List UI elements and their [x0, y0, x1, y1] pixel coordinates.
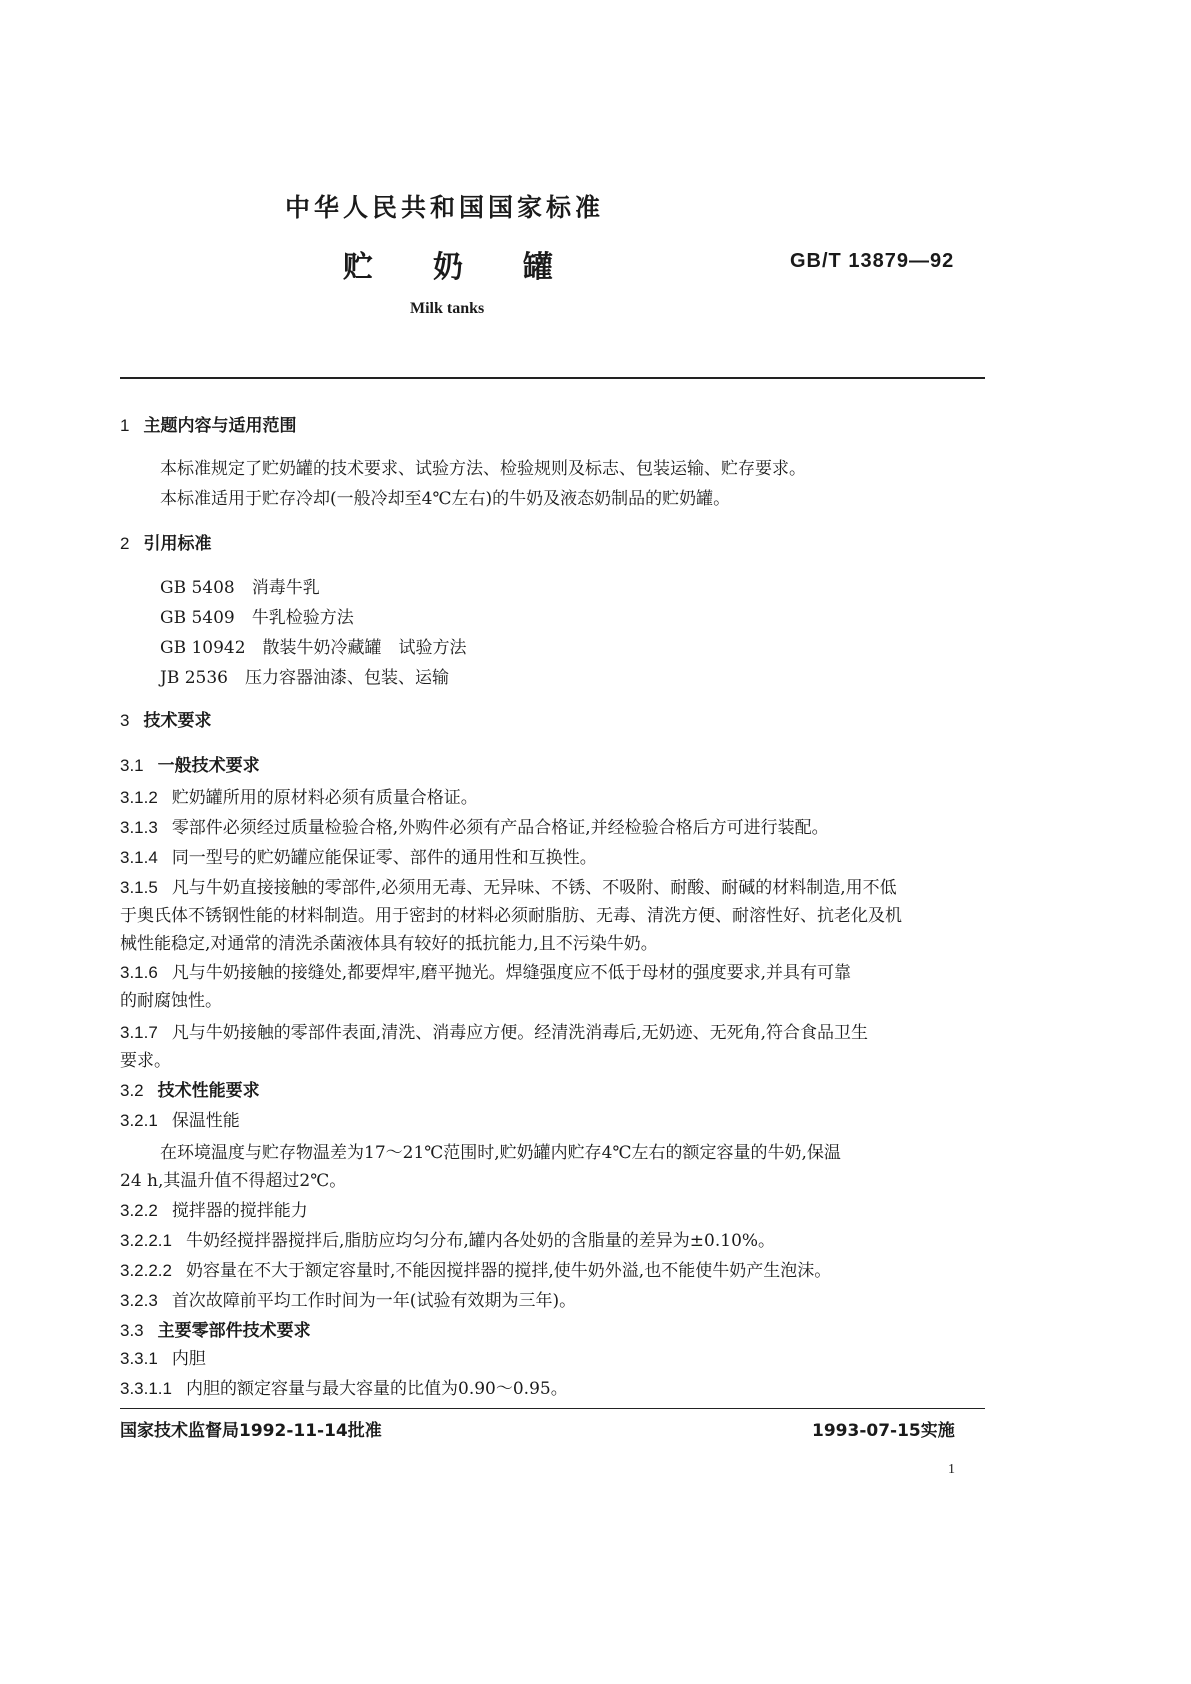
clause-number: 2	[120, 534, 130, 553]
standard-code	[790, 250, 954, 273]
clause-text: GB 10942 散装牛奶冷藏罐 试验方法	[160, 638, 467, 658]
section-heading	[120, 1080, 260, 1102]
clause-text: 本标准适用于贮存冷却(一般冷却至4℃左右)的牛奶及液态奶制品的贮奶罐。	[160, 489, 731, 509]
clause-number: 3.1.5	[120, 878, 158, 897]
clause-text: 主题内容与适用范围	[143, 416, 297, 436]
section-heading	[120, 415, 296, 437]
text-line	[120, 1200, 308, 1222]
clause-text: 贮奶罐所用的原材料必须有质量合格证。	[171, 788, 478, 808]
text-line	[160, 607, 354, 629]
document-title: 贮 奶 罐	[343, 250, 553, 285]
section-heading	[120, 533, 211, 555]
text-line	[120, 787, 478, 809]
clause-text: 主要零部件技术要求	[157, 1321, 311, 1341]
clause-text: GB 5409 牛乳检验方法	[160, 608, 354, 628]
clause-text: 首次故障前平均工作时间为一年(试验有效期为三年)。	[171, 1291, 577, 1311]
text-line	[120, 1050, 171, 1072]
approval-text: 国家技术监督局1992-11-14批准	[120, 1421, 382, 1441]
clause-text: 技术性能要求	[157, 1081, 260, 1101]
clause-number: 3.3	[120, 1321, 144, 1340]
clause-number: 3.2.2.2	[120, 1261, 172, 1280]
text-line	[120, 933, 658, 955]
clause-number: 3.1.3	[120, 818, 158, 837]
clause-number: 3.2	[120, 1081, 144, 1100]
clause-text: 零部件必须经过质量检验合格,外购件必须有产品合格证,并经检验合格后方可进行装配。	[171, 818, 829, 838]
clause-text: 牛奶经搅拌器搅拌后,脂肪应均匀分布,罐内各处奶的含脂量的差异为±0.10%。	[186, 1231, 776, 1251]
header-divider	[120, 377, 985, 379]
clause-text: 保温性能	[171, 1111, 240, 1131]
clause-text: 凡与牛奶接触的接缝处,都要焊牢,磨平抛光。焊缝强度应不低于母材的强度要求,并具有可靠	[171, 963, 852, 983]
clause-text: 引用标准	[143, 534, 212, 554]
text-line	[120, 905, 902, 927]
clause-number: 1	[120, 416, 130, 435]
text-line	[160, 488, 730, 510]
clause-number: 3.2.1	[120, 1111, 158, 1130]
clause-number: 3.1	[120, 756, 144, 775]
text-line	[160, 577, 320, 599]
clause-text: 24 h,其温升值不得超过2℃。	[120, 1171, 347, 1191]
english-title: Milk tanks	[410, 300, 485, 317]
clause-text: 械性能稳定,对通常的清洗杀菌液体具有较好的抵抗能力,且不污染牛奶。	[120, 934, 658, 954]
clause-number: 3.2.2	[120, 1201, 158, 1220]
clause-text: 技术要求	[143, 711, 212, 731]
text-line	[120, 1110, 240, 1132]
clause-text: 的耐腐蚀性。	[120, 991, 222, 1011]
clause-text: 搅拌器的搅拌能力	[171, 1201, 308, 1221]
clause-text: 一般技术要求	[157, 756, 260, 776]
text-line	[120, 1348, 206, 1370]
clause-number: 3.3.1.1	[120, 1379, 172, 1398]
clause-text: 奶容量在不大于额定容量时,不能因搅拌器的搅拌,使牛奶外溢,也不能使牛奶产生泡沫。	[186, 1261, 832, 1281]
text-line	[160, 667, 449, 689]
footer-divider	[120, 1408, 985, 1409]
clause-text: 要求。	[120, 1051, 171, 1071]
clause-number: 3.1.2	[120, 788, 158, 807]
clause-text: 在环境温度与贮存物温差为17～21℃范围时,贮奶罐内贮存4℃左右的额定容量的牛奶,保温	[160, 1143, 841, 1163]
text-line	[120, 1170, 346, 1192]
clause-number: 3.3.1	[120, 1349, 158, 1368]
text-line	[160, 458, 806, 480]
text-line	[160, 1142, 841, 1164]
text-line	[120, 1022, 868, 1044]
page-number: 1	[948, 1462, 955, 1477]
national-standard-heading: 中华人民共和国国家标准	[285, 193, 605, 222]
clause-text: 内胆	[171, 1349, 206, 1369]
text-line	[120, 962, 851, 984]
standard-code-text: GB/T 13879—92	[790, 250, 955, 272]
clause-text: 内胆的额定容量与最大容量的比值为0.90～0.95。	[186, 1379, 568, 1399]
clause-number: 3.1.4	[120, 848, 158, 867]
effective-date: 1993-07-15实施	[812, 1421, 955, 1441]
clause-text: 同一型号的贮奶罐应能保证零、部件的通用性和互换性。	[171, 848, 597, 868]
text-line	[120, 877, 897, 899]
text-line	[120, 1378, 568, 1400]
text-line	[120, 1290, 576, 1312]
clause-text: 本标准规定了贮奶罐的技术要求、试验方法、检验规则及标志、包装运输、贮存要求。	[160, 459, 806, 479]
text-line	[120, 1260, 831, 1282]
text-line	[120, 1230, 775, 1252]
text-line	[160, 637, 467, 659]
clause-number: 3	[120, 711, 130, 730]
text-line	[120, 847, 597, 869]
section-heading	[120, 1320, 311, 1342]
clause-text: GB 5408 消毒牛乳	[160, 578, 320, 598]
clause-text: JB 2536 压力容器油漆、包装、运输	[160, 668, 449, 688]
clause-number: 3.1.6	[120, 963, 158, 982]
clause-number: 3.1.7	[120, 1023, 158, 1042]
clause-text: 凡与牛奶接触的零部件表面,清洗、消毒应方便。经清洗消毒后,无奶迹、无死角,符合食品卫生	[171, 1023, 869, 1043]
clause-text: 于奥氏体不锈钢性能的材料制造。用于密封的材料必须耐脂肪、无毒、清洗方便、耐溶性好、抗老化及机	[120, 906, 902, 926]
clause-text: 凡与牛奶直接接触的零部件,必须用无毒、无异味、不锈、不吸附、耐酸、耐碱的材料制造,用不低	[171, 878, 897, 898]
text-line	[120, 990, 222, 1012]
clause-number: 3.2.2.1	[120, 1231, 172, 1250]
section-heading	[120, 710, 211, 732]
clause-number: 3.2.3	[120, 1291, 158, 1310]
section-heading	[120, 755, 260, 777]
text-line	[120, 817, 829, 839]
